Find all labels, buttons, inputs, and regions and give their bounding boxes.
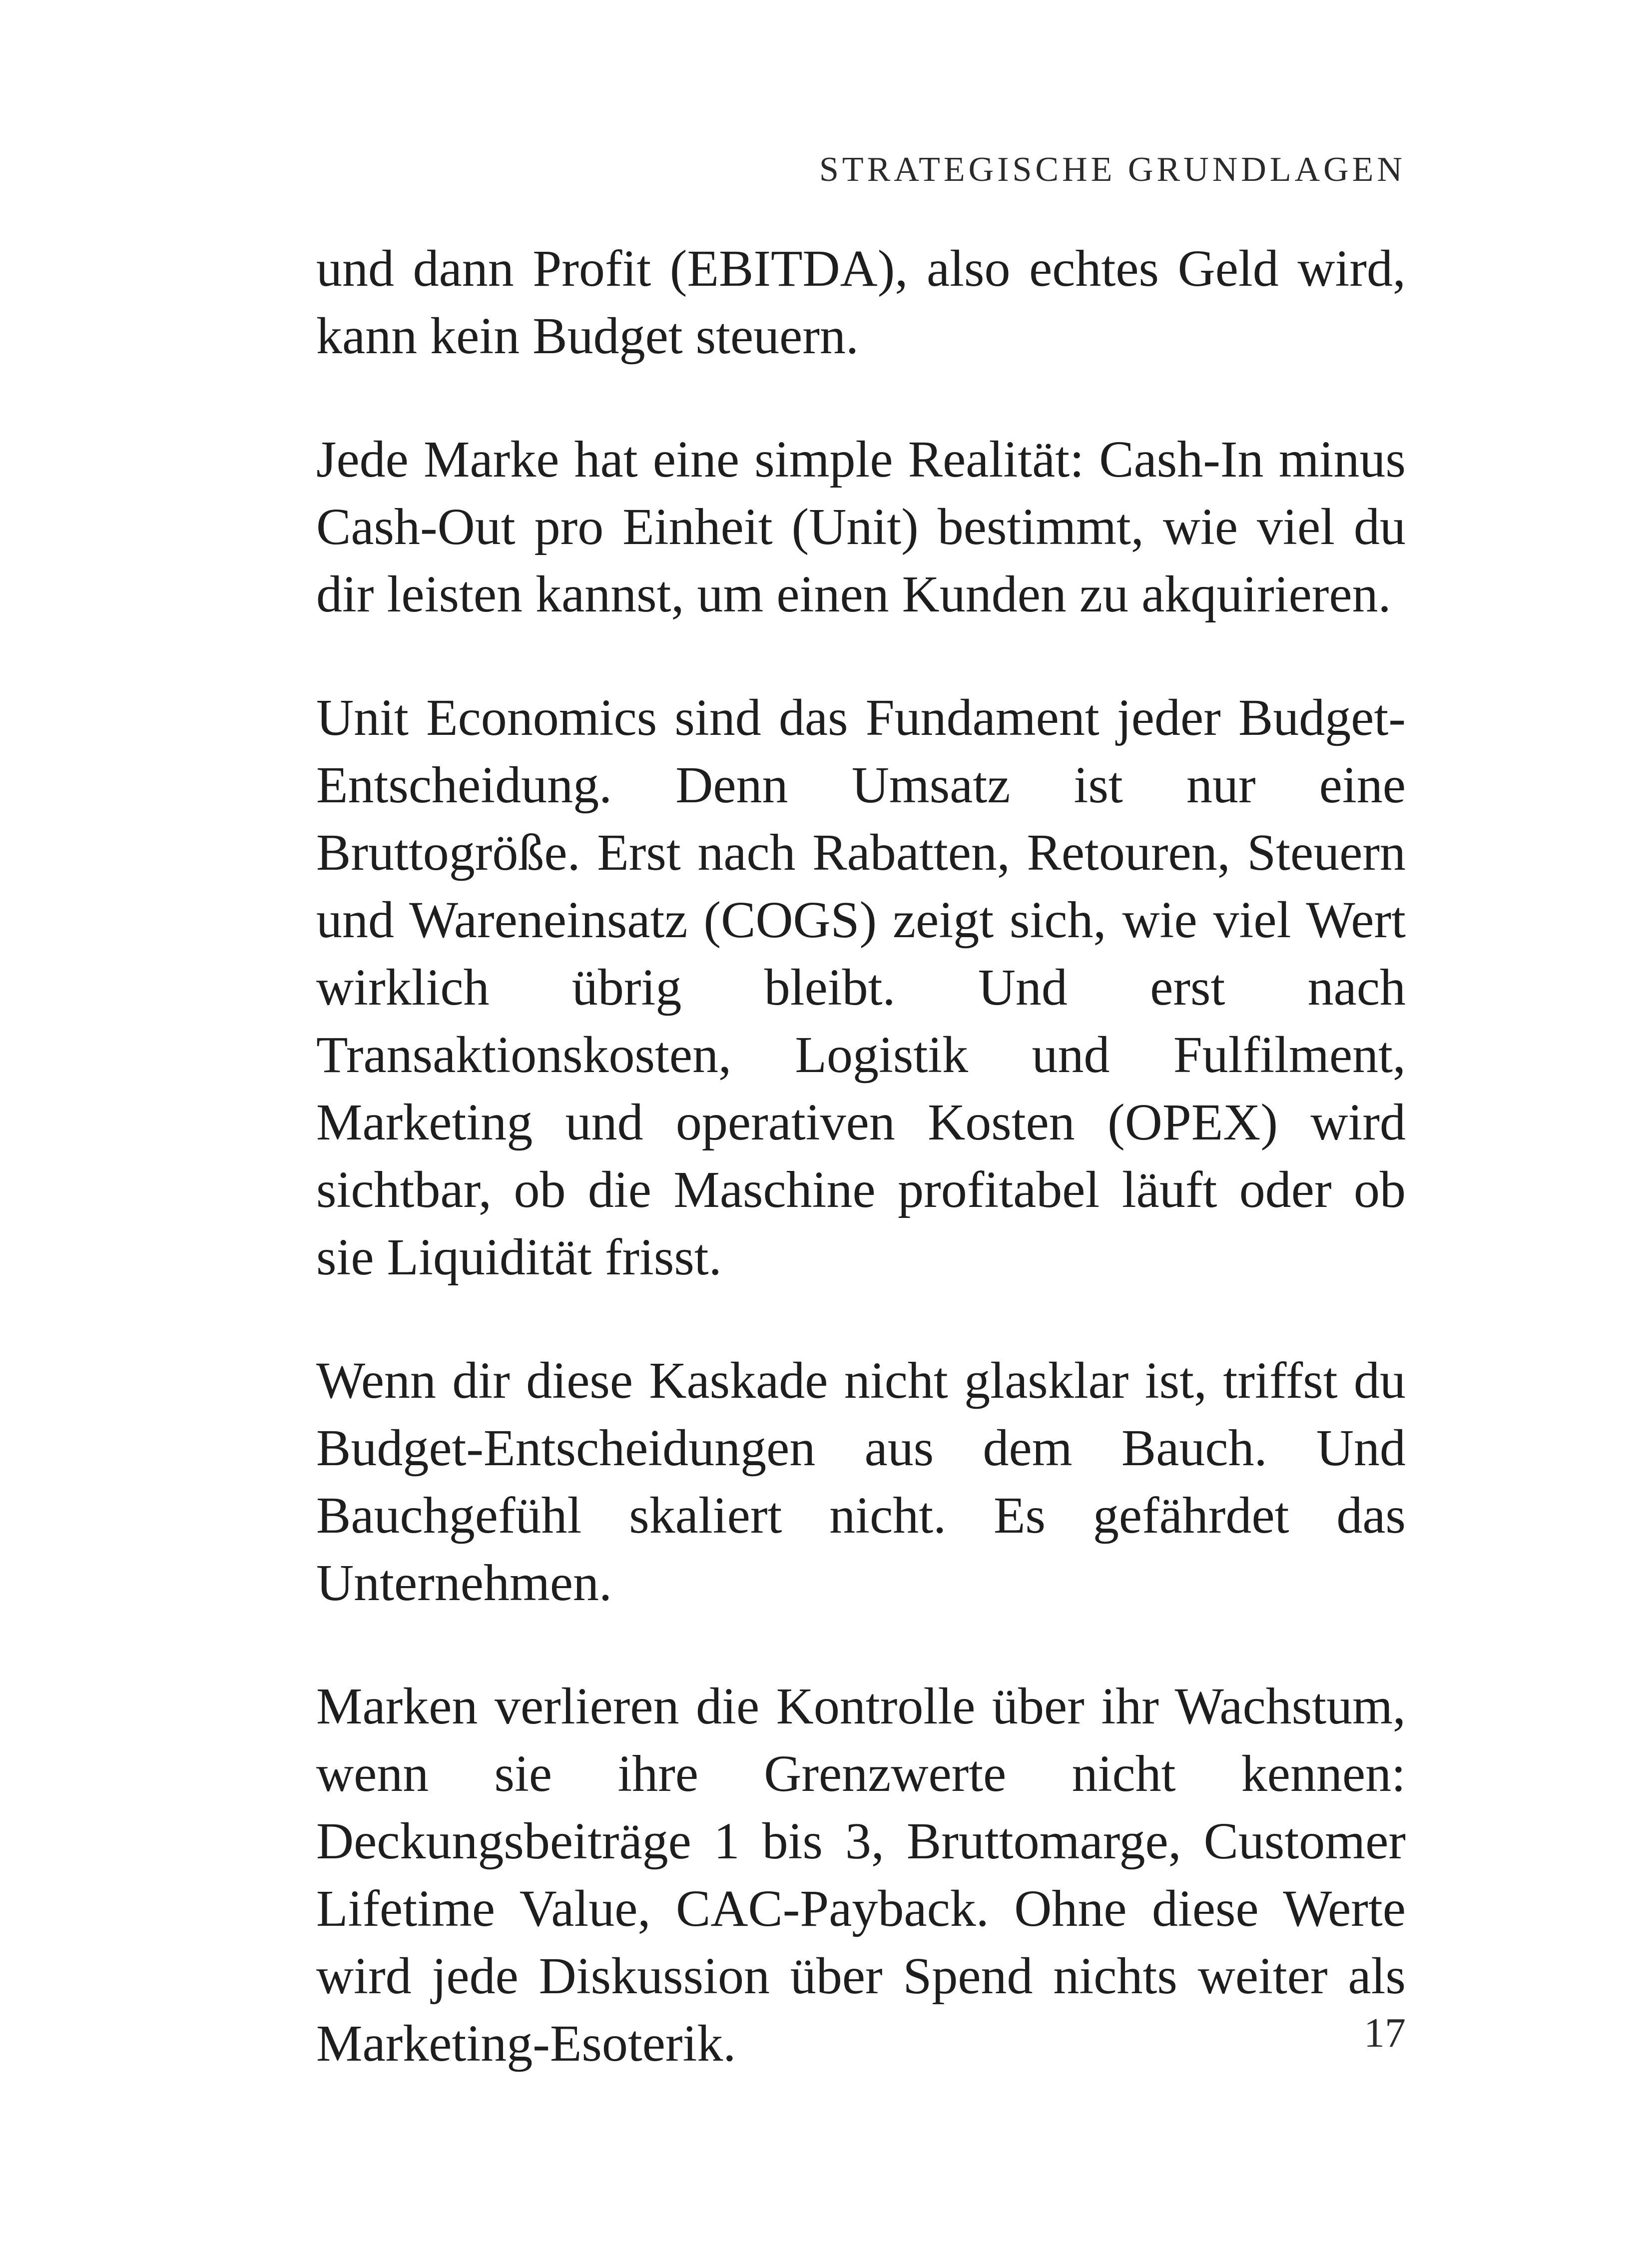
paragraph-4: Wenn dir diese Kaskade nicht glasklar ist, triffst du Budget-Entscheidungen aus dem Bauch. Und Bauchgefühl skaliert nicht. Es gefährdet das Unternehmen. (316, 1352, 1406, 1612)
paragraph-2: Jede Marke hat eine simple Realität: Cash-In minus Cash-Out pro Einheit (Unit) bestimmt, wie viel du dir leisten kannst, um einen Kunden zu akquirieren. (316, 431, 1406, 623)
body-text (316, 235, 1406, 2133)
paragraph-5: Marken verlieren die Kontrolle über ihr Wachstum, wenn sie ihre Grenzwerte nicht kennen: Deckungsbeiträge 1 bis 3, Bruttomarge, Customer Lifetime Value, CAC-Payback. Ohne diese Werte wird jede Diskussion über Spend nichts weiter als Marketing-Esoterik. (316, 1678, 1406, 2072)
paragraph-1: und dann Profit (EBITDA), also echtes Geld wird, kann kein Budget steuern. (316, 240, 1406, 365)
page-number: 17 (1364, 2010, 1406, 2056)
running-header: STRATEGISCHE GRUNDLAGEN (819, 150, 1406, 189)
paragraph-3: Unit Economics sind das Fundament jeder Budget-Entscheidung. Denn Umsatz ist nur eine Bruttogröße. Erst nach Rabatten, Retouren, Steuern und Wareneinsatz (COGS) zeigt sich, wie viel Wert wirklich übrig bleibt. Und erst nach Transaktionskosten, Logistik und Fulfilment, Marketing und operativen Kosten (OPEX) wird sichtbar, ob die Maschine profitabel läuft oder ob sie Liquidität frisst. (316, 689, 1406, 1286)
